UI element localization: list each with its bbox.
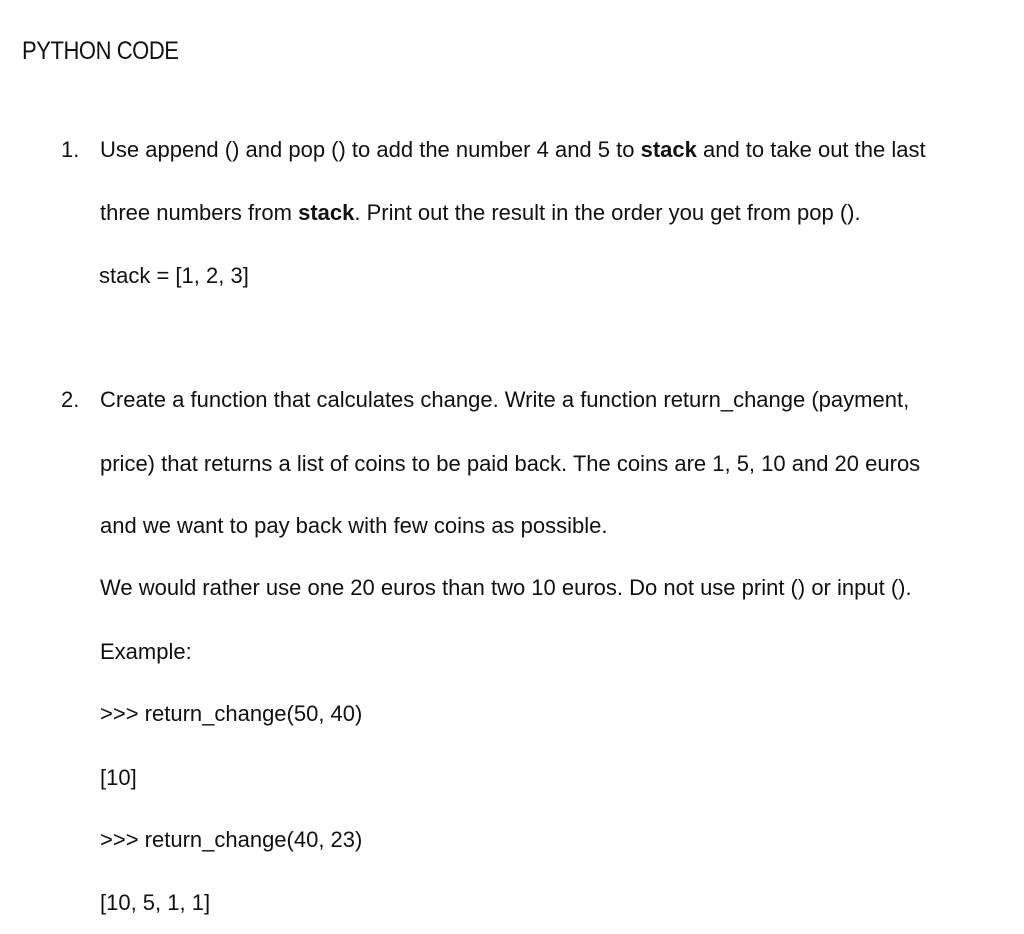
keyword-stack: stack <box>298 200 355 225</box>
text-segment: three numbers from <box>100 200 299 225</box>
question-text-line: We would rather use one 20 euros than two 10 euros. Do not use print () or input (). <box>100 575 912 600</box>
example-result: [10, 5, 1, 1] <box>100 890 211 915</box>
text-segment: and to take out the last <box>696 137 926 162</box>
question-text-line <box>100 136 926 164</box>
keyword-stack: stack <box>640 137 697 162</box>
example-result: [10] <box>100 765 137 790</box>
question-number: 1. <box>61 137 80 162</box>
question-text-line: Create a function that calculates change. Write a function return_change (payment, <box>100 387 910 412</box>
question-number: 2. <box>61 387 80 412</box>
example-label: Example: <box>100 639 192 664</box>
code-line: stack = [1, 2, 3] <box>99 263 249 288</box>
example-call: >>> return_change(40, 23) <box>100 827 363 852</box>
question-text-line: and we want to pay back with few coins as possible. <box>100 513 608 538</box>
page-title: PYTHON CODE <box>22 37 179 65</box>
text-segment: . Print out the result in the order you get from pop (). <box>354 200 861 225</box>
text-segment: Use append () and pop () to add the number 4 and 5 to <box>100 137 641 162</box>
question-text-line <box>100 199 861 227</box>
question-text-line: price) that returns a list of coins to be paid back. The coins are 1, 5, 10 and 20 euros <box>100 451 921 476</box>
example-call: >>> return_change(50, 40) <box>100 701 363 726</box>
